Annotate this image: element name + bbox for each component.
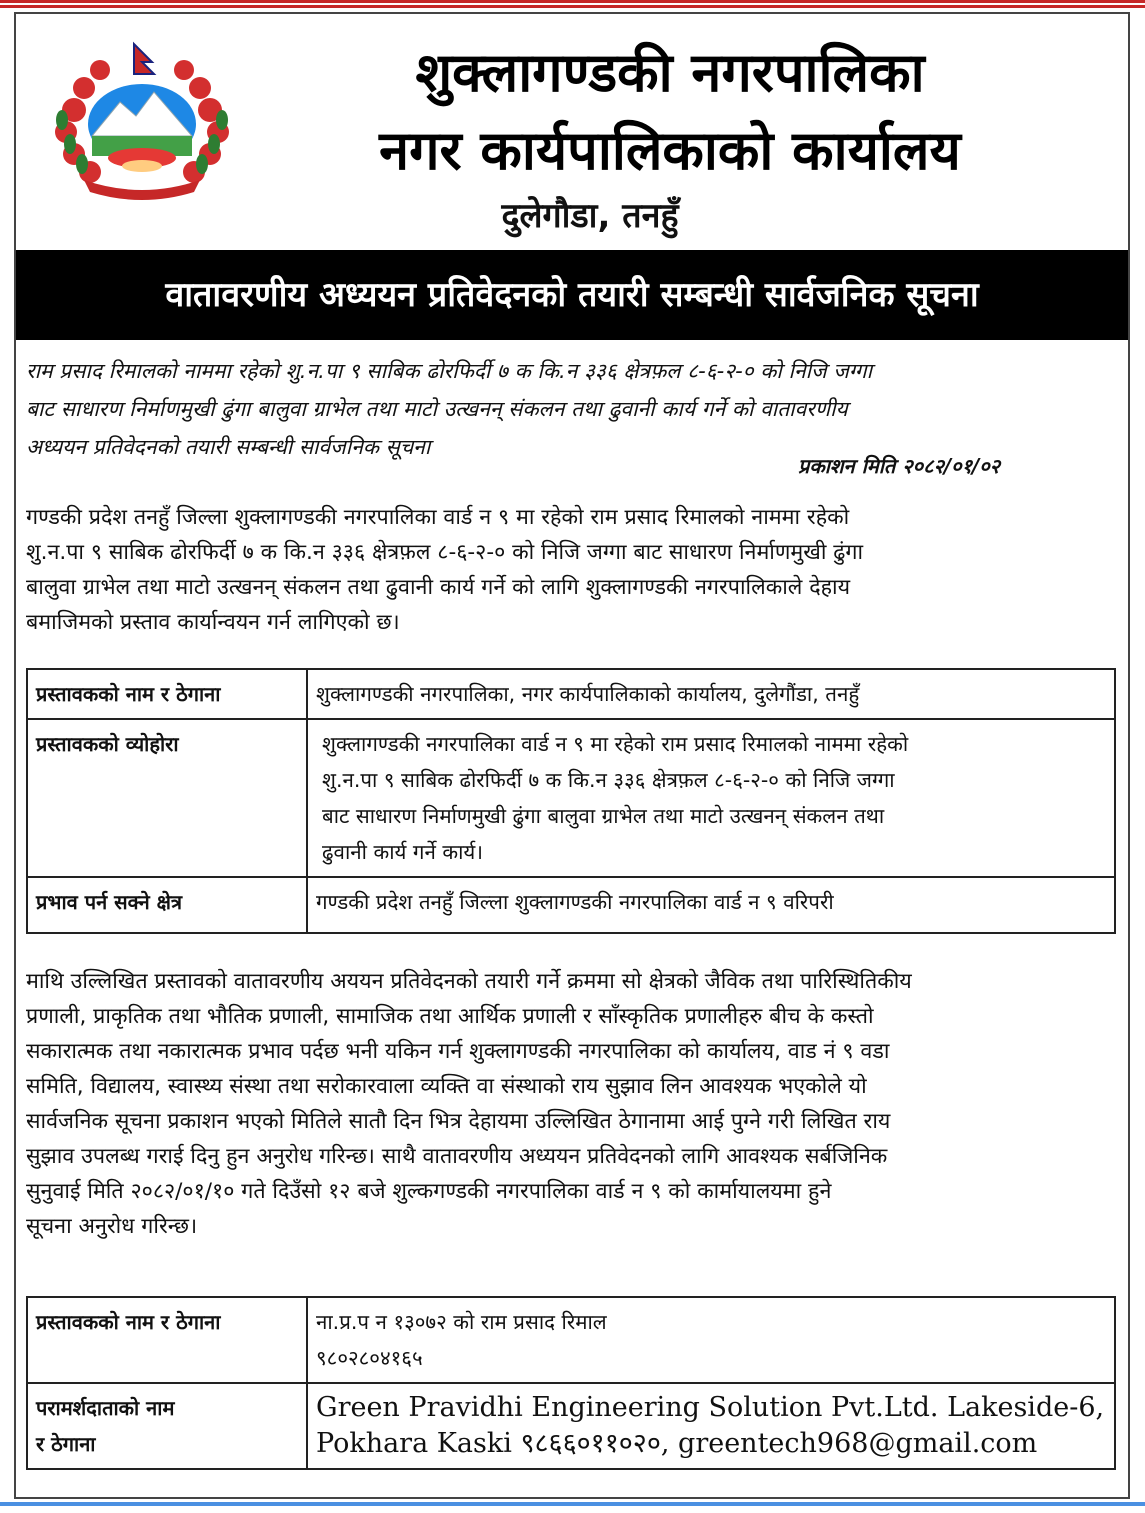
table-label: प्रस्तावकको नाम र ठेगाना — [27, 669, 307, 719]
table-value-line: गण्डकी प्रदेश तनहुँ जिल्ला शुक्लागण्डकी नगरपालिका वार्ड न ९ वरिपरी — [316, 890, 834, 914]
paragraph-line: प्रणाली, प्राकृतिक तथा भौतिक प्रणाली, सामाजिक तथा आर्थिक प्रणाली र साँस्कृतिक प्रणालीहरु बीच के कस्तो — [26, 1004, 874, 1029]
summary-line: राम प्रसाद रिमालको नाममा रहेको शु.न.पा ९ साबिक ढोरफिर्दी ७ क कि.न ३३६ क्षेत्रफ़ल ८-६-२-० को निजि जग्गा — [26, 359, 873, 383]
table-label — [27, 1383, 307, 1469]
paragraph-line: सुनुवाई मिति २०८२/०१/१० गते दिउँसो १२ बजे शुल्कगण्डकी नगरपालिका वार्ड न ९ को कार्मायालयमा हुने — [26, 1179, 832, 1204]
summary-line: अध्ययन प्रतिवेदनको तयारी सम्बन्धी सार्वजनिक सूचना — [26, 435, 431, 459]
table-value — [307, 1383, 1115, 1469]
bottom-blue-rule — [0, 1502, 1145, 1506]
summary-line: बाट साधारण निर्माणमुखी ढुंगा बालुवा ग्राभेल तथा माटो उत्खनन् संकलन तथा ढुवानी कार्य गर्ने को वातावरणीय — [26, 397, 848, 421]
table-value-line: ढुवानी कार्य गर्ने कार्य। — [322, 840, 484, 864]
summary-block — [26, 348, 1122, 478]
paragraph-line: बमाजिमको प्रस्ताव कार्यान्वयन गर्न लागिएको छ। — [26, 610, 400, 635]
table-row — [27, 877, 1115, 933]
table-value-line: शुक्लागण्डकी नगरपालिका वार्ड न ९ मा रहेको राम प्रसाद रिमालको नाममा रहेको — [322, 732, 909, 756]
table-label-line: र ठेगाना — [36, 1432, 96, 1456]
table-value — [307, 877, 1115, 933]
paragraph-line: सकारात्मक तथा नकारात्मक प्रभाव पर्दछ भनी यकिन गर्न शुक्लागण्डकी नगरपालिका को कार्यालय, वाड नं ९ वडा — [26, 1039, 890, 1064]
municipality-title: शुक्लागण्डकी नगरपालिका — [415, 41, 925, 104]
paragraph-line: सुझाव उपलब्ध गराई दिनु हुन अनुरोध गरिन्छ। साथै वातावरणीय अध्ययन प्रतिवेदनको लागि आवश्यक सर्बजिनिक — [26, 1144, 888, 1169]
table-value — [307, 669, 1115, 719]
consultant-line: Green Pravidhi Engineering Solution Pvt.Ltd. Lakeside-6, — [316, 1392, 1105, 1423]
table-value-line: ९८०२८०४१६५ — [316, 1346, 423, 1370]
paragraph-line: समिति, विद्यालय, स्वास्थ्य संस्था तथा सरोकारवाला व्यक्ति वा संस्थाको राय सुझाव लिन आवश्यक भएकोले यो — [26, 1074, 867, 1099]
paragraph-line: माथि उल्लिखित प्रस्तावको वातावरणीय अययन प्रतिवेदनको तयारी गर्ने क्रममा सो क्षेत्रको जैविक तथा पारिस्थितिकीय — [26, 969, 912, 994]
table-value-line: शु.न.पा ९ साबिक ढोरफिर्दी ७ क कि.न ३३६ क्षेत्रफ़ल ८-६-२-० को निजि जग्गा — [322, 768, 895, 792]
nepal-government-emblem-icon — [44, 40, 240, 200]
table-label-line: परामर्शदाताको नाम — [36, 1396, 175, 1420]
table-row — [27, 669, 1115, 719]
office-location: दुलेगौडा, तनहुँ — [501, 196, 679, 236]
consultant-line: Pokhara Kaski ९८६६०११०२०, greentech968@gmail.com — [316, 1428, 1038, 1459]
table-value-line: ना.प्र.प न १३०७२ को राम प्रसाद रिमाल — [316, 1310, 607, 1334]
office-title: नगर कार्यपालिकाको कार्यालय — [379, 119, 961, 182]
top-red-rule — [0, 0, 1145, 3]
table-value-line: बाट साधारण निर्माणमुखी ढुंगा बालुवा ग्राभेल तथा माटो उत्खनन् संकलन तथा — [322, 804, 885, 828]
intro-paragraph — [26, 500, 863, 640]
table-label: प्रस्तावकको नाम र ठेगाना — [27, 1297, 307, 1383]
paragraph-line: सूचना अनुरोध गरिन्छ। — [26, 1214, 198, 1239]
table-row — [27, 1383, 1115, 1469]
notice-banner: वातावरणीय अध्ययन प्रतिवेदनको तयारी सम्बन्धी सार्वजनिक सूचना — [16, 250, 1128, 340]
table-label: प्रभाव पर्न सक्ने क्षेत्र — [27, 877, 307, 933]
publication-date: प्रकाशन मिति २०८२/०१/०२ — [798, 454, 1001, 478]
paragraph-line: बालुवा ग्राभेल तथा माटो उत्खनन् संकलन तथा ढुवानी कार्य गर्ने को लागि शुक्लागण्डकी नगरपालिकाले देहाय — [26, 575, 851, 600]
paragraph-line: सार्वजनिक सूचना प्रकाशन भएको मितिले सातौ दिन भित्र देहायमा उल्लिखित ठेगानामा आई पुग्ने गरी लिखित राय — [26, 1109, 891, 1134]
top-red-rule-secondary — [0, 5, 1145, 8]
table-label: प्रस्तावकको व्योहोरा — [27, 719, 307, 877]
contact-table — [26, 1296, 1116, 1470]
table-row — [27, 1297, 1115, 1383]
paragraph-line: शु.न.पा ९ साबिक ढोरफिर्दी ७ क कि.न ३३६ क्षेत्रफ़ल ८-६-२-० को निजि जग्गा बाट साधारण निर्माणमुखी ढुंगा — [26, 540, 864, 565]
table-value — [307, 719, 1115, 877]
paragraph-line: गण्डकी प्रदेश तनहुँ जिल्ला शुक्लागण्डकी नगरपालिका वार्ड न ९ मा रहेको राम प्रसाद रिमालको नाममा रहेको — [26, 505, 850, 530]
main-paragraph — [26, 964, 912, 1244]
table-value — [307, 1297, 1115, 1383]
table-row — [27, 719, 1115, 877]
table-value-line: शुक्लागण्डकी नगरपालिका, नगर कार्यपालिकाको कार्यालय, दुलेगौंडा, तनहुँ — [316, 682, 860, 706]
proposal-table — [26, 668, 1116, 934]
